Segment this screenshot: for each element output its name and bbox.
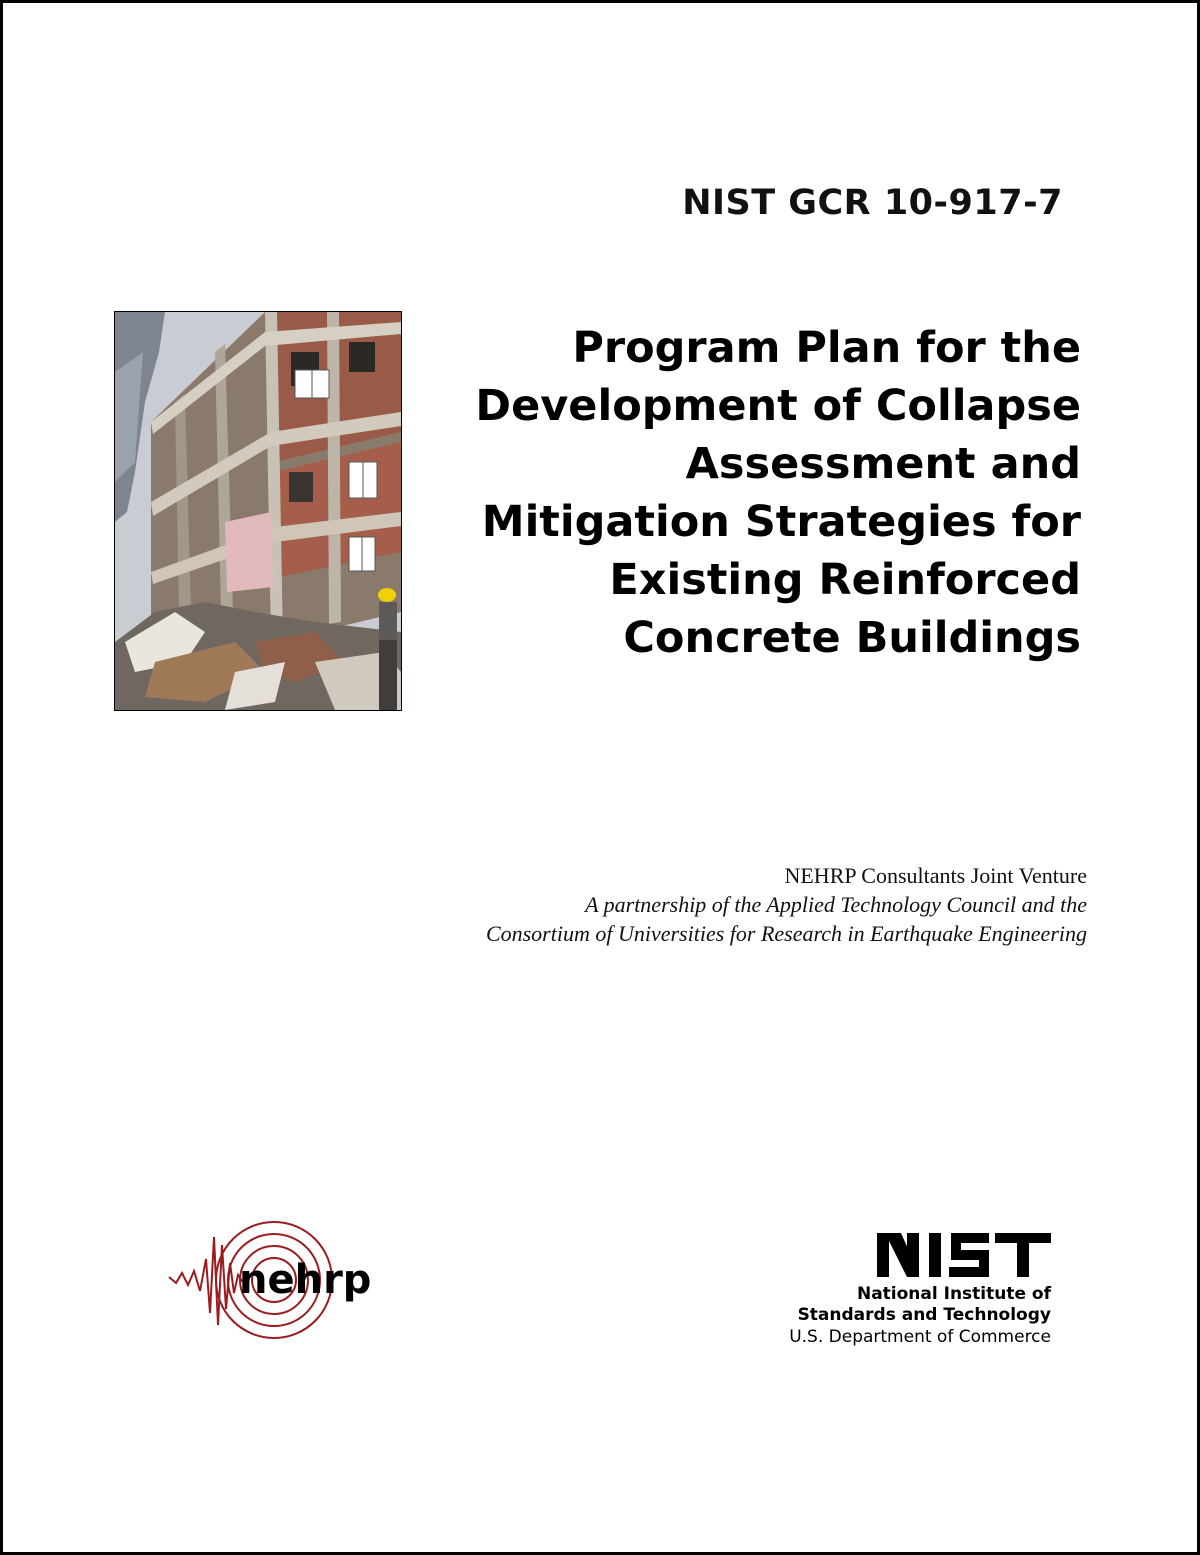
title-line: Concrete Buildings	[623, 613, 1081, 663]
title-line: Assessment and	[685, 439, 1081, 489]
report-number: NIST GCR 10-917-7	[682, 183, 1063, 223]
publisher-description-cont: Consortium of Universities for Research in Earthquake Engineering	[485, 921, 1087, 946]
nist-line-3: U.S. Department of Commerce	[789, 1327, 1051, 1347]
publisher-description: A partnership of the Applied Technology Council and the	[585, 892, 1087, 917]
nist-line-2: Standards and Technology	[797, 1305, 1051, 1325]
nist-line-1: National Institute of	[856, 1284, 1051, 1304]
title-line: Development of Collapse	[475, 381, 1081, 431]
title-line: Mitigation Strategies for	[481, 497, 1081, 547]
title-line: Existing Reinforced	[609, 555, 1081, 605]
nist-logo	[743, 1231, 1055, 1351]
cover-photo	[114, 311, 402, 711]
nist-agency-text	[789, 1284, 1051, 1348]
publisher-block	[303, 861, 1087, 948]
publisher-name: NEHRP Consultants Joint Venture	[784, 863, 1087, 888]
title-line: Program Plan for the	[572, 323, 1081, 373]
report-title	[413, 319, 1081, 667]
nist-wordmark	[877, 1231, 1053, 1279]
nehrp-logo	[166, 1215, 386, 1345]
nehrp-wordmark: nehrp	[239, 1257, 372, 1303]
